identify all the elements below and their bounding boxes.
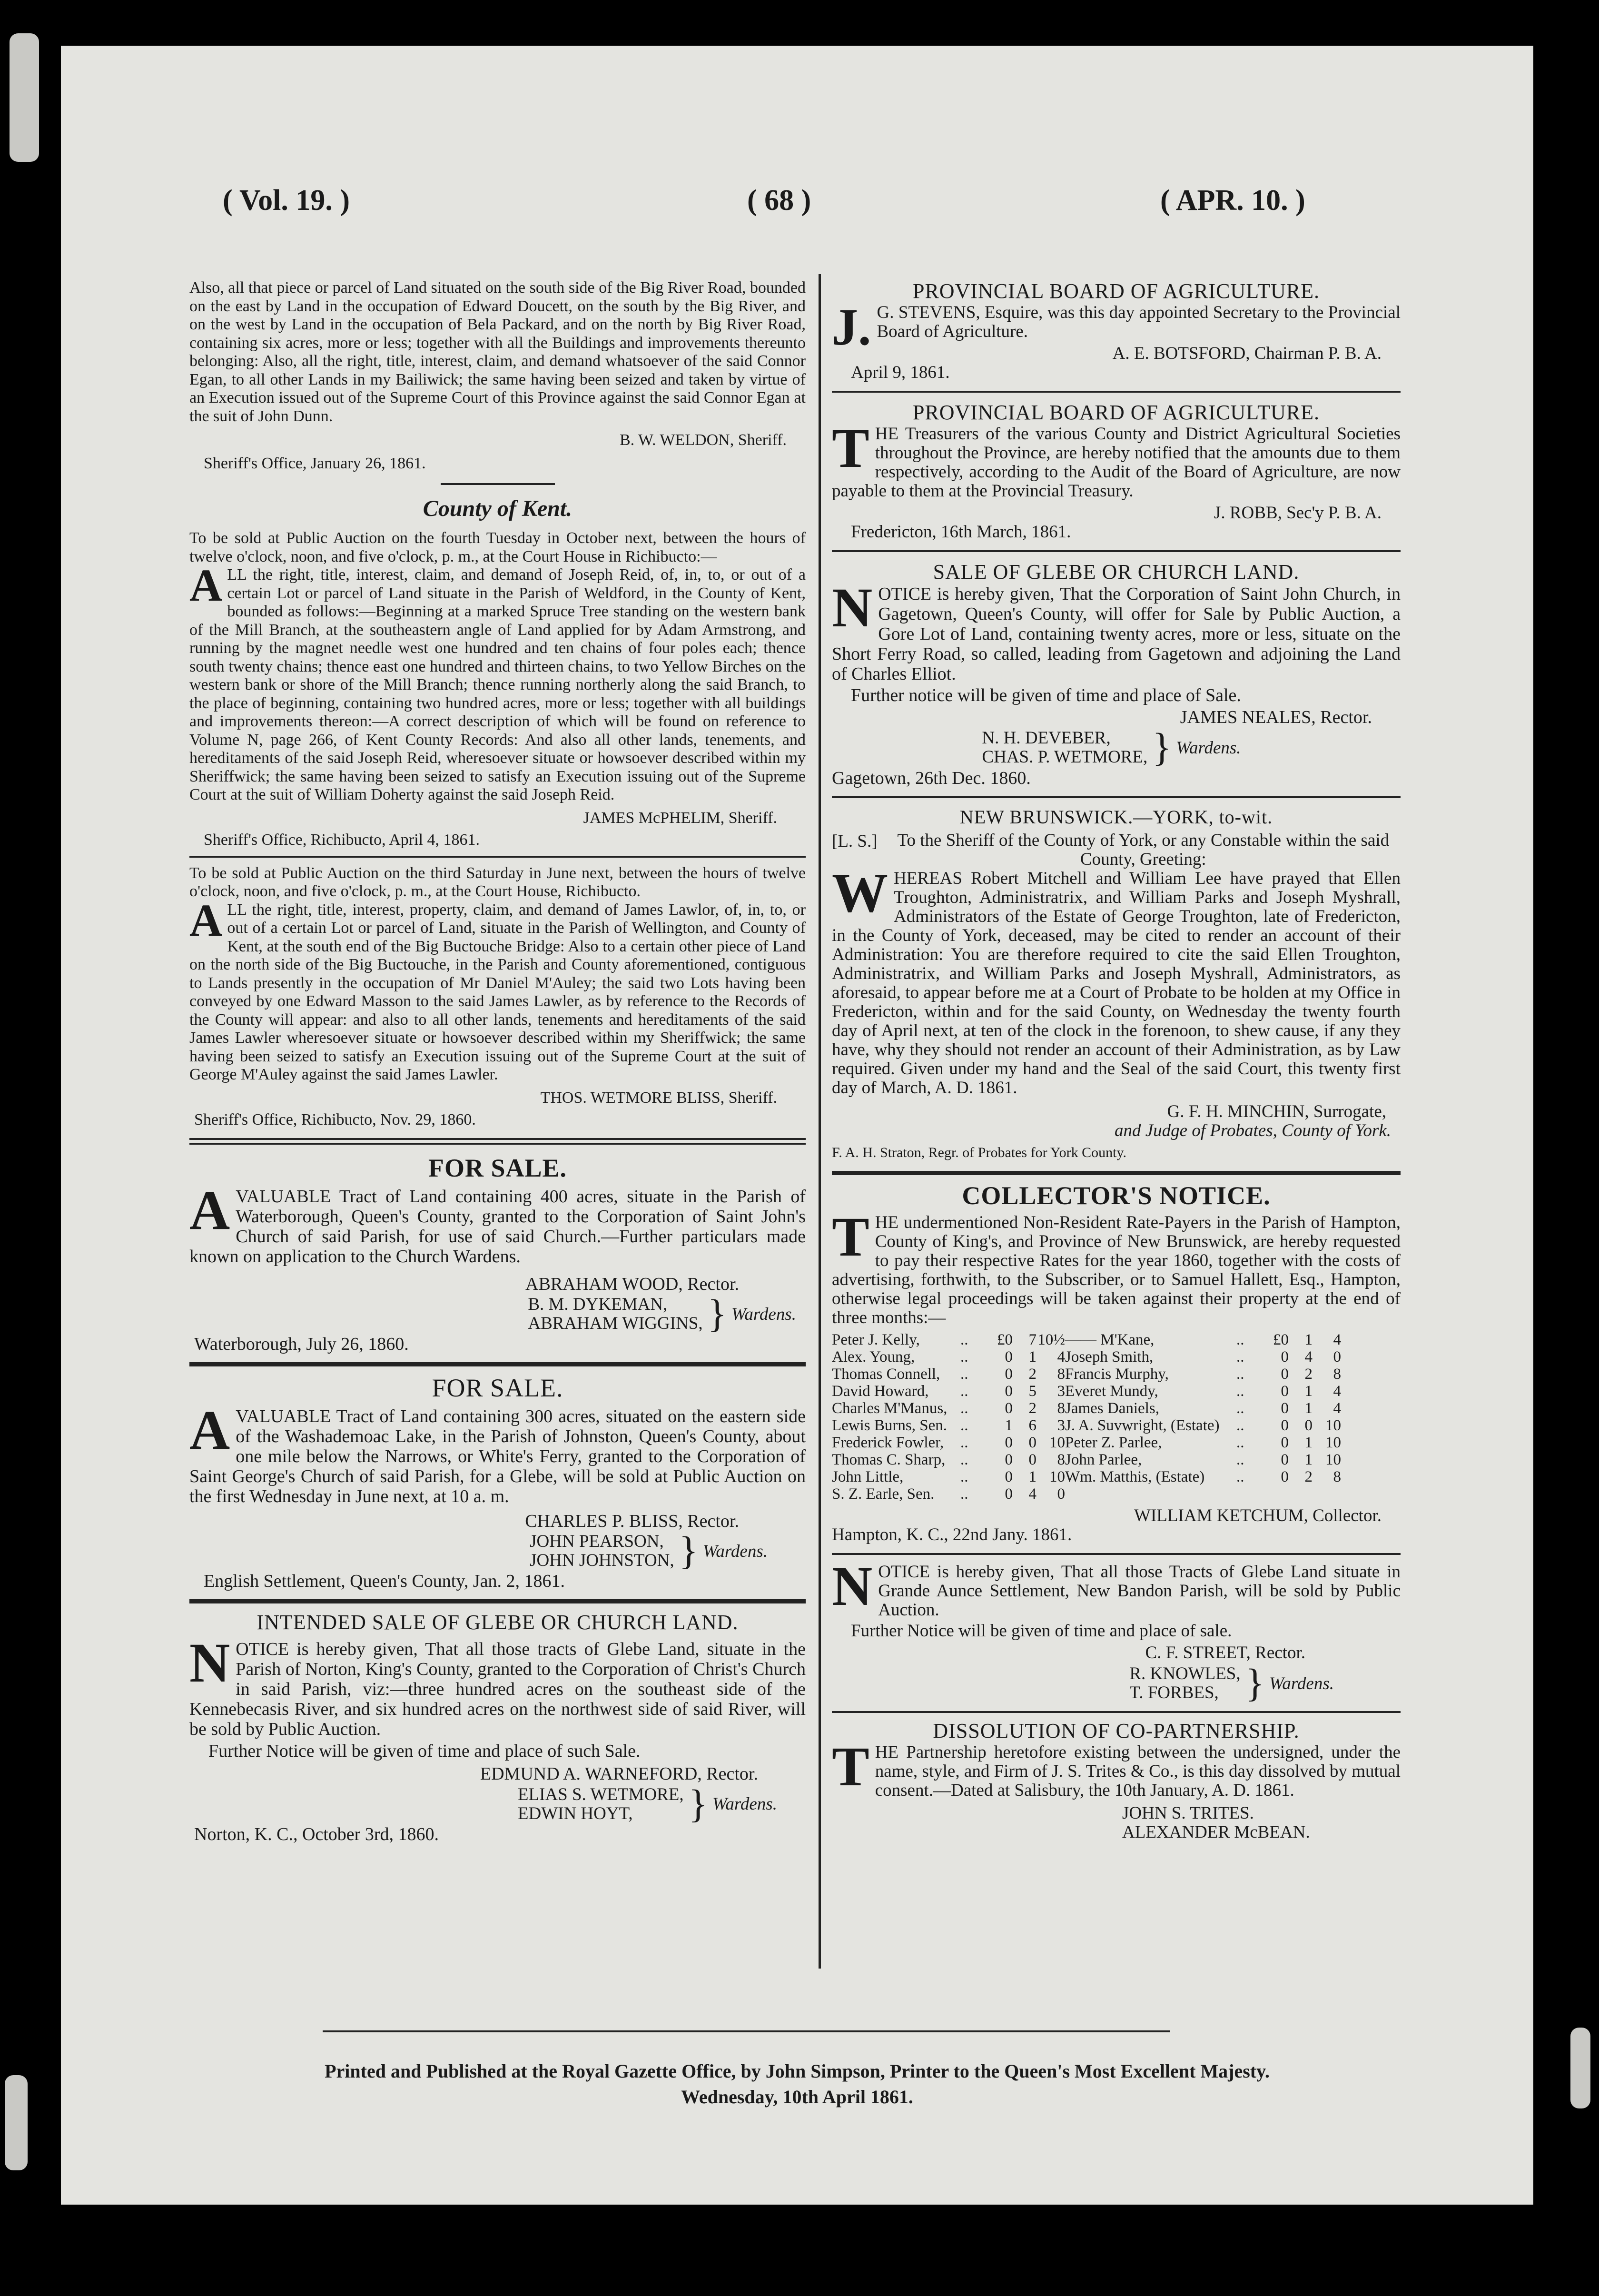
drop-cap: W bbox=[832, 861, 888, 924]
partner-signature: ALEXANDER McBEAN. bbox=[1122, 1822, 1310, 1842]
rate-amount: £0 bbox=[1273, 1331, 1289, 1348]
ratepayer-name: Peter Z. Parlee, bbox=[1065, 1434, 1162, 1451]
wardens-signature bbox=[832, 1661, 1334, 1705]
york-probate-citation bbox=[832, 806, 1401, 1162]
warden-name: CHAS. P. WETMORE, bbox=[982, 747, 1148, 767]
divider bbox=[832, 796, 1401, 798]
notice-body: OTICE is hereby given, That all those tracts of Glebe Land, situate in the Parish of Norton, King's County, granted to the Corporation of Christ's Church in said Parish, viz:—three hundred acres on the southeast side of the Kennebecasis River, and six hundred acres on the northwest side of said River, will be sold by Public Auction. bbox=[189, 1639, 806, 1739]
rate-amount: £0 bbox=[997, 1331, 1013, 1348]
rate-amount: 7 bbox=[1028, 1331, 1036, 1348]
leader-dots: .. bbox=[1236, 1400, 1244, 1417]
issue-date: ( APR. 10. ) bbox=[1160, 184, 1305, 217]
notice-body: HE Treasurers of the various County and District Agricultural Societies throughout the Province, are hereby notified that the amounts due to them respectively, according to the Audit of the Board of Agriculture, are now payable to them at the Provincial Treasury. bbox=[832, 424, 1401, 501]
wardens-signature bbox=[189, 1529, 768, 1573]
ratepayer-name bbox=[1065, 1485, 1236, 1503]
wardens-label: Wardens. bbox=[702, 1541, 768, 1561]
brace-glyph: } bbox=[679, 1529, 698, 1573]
ratepayer-name: John Little, bbox=[832, 1468, 904, 1485]
rate-amount: 10 bbox=[1049, 1468, 1065, 1485]
agriculture-notice-2 bbox=[832, 400, 1401, 542]
section-title: DISSOLUTION OF CO-PARTNERSHIP. bbox=[933, 1719, 1300, 1742]
rector-signature: C. F. STREET, Rector. bbox=[1145, 1643, 1305, 1663]
rate-amount: 1 bbox=[1304, 1331, 1313, 1348]
rate-amount: 1 bbox=[1304, 1383, 1313, 1400]
leader-dots: .. bbox=[960, 1400, 968, 1417]
leader-dots: .. bbox=[960, 1348, 968, 1366]
leader-dots: .. bbox=[1236, 1331, 1244, 1348]
rate-amount: 0 bbox=[1057, 1485, 1065, 1503]
brace-glyph: } bbox=[1245, 1661, 1264, 1705]
rate-amount: 0 bbox=[1005, 1485, 1013, 1503]
notice-date: English Settlement, Queen's County, Jan. 2, 1861. bbox=[204, 1571, 565, 1591]
rate-amount: 8 bbox=[1333, 1366, 1341, 1383]
drop-cap: T bbox=[832, 1735, 869, 1798]
leader-dots: .. bbox=[1236, 1451, 1244, 1468]
ratepayer-name: Alex. Young, bbox=[832, 1348, 915, 1366]
rector-signature: ABRAHAM WOOD, Rector. bbox=[525, 1274, 739, 1294]
brace-glyph: } bbox=[707, 1292, 727, 1336]
warden-name: B. M. DYKEMAN, bbox=[528, 1295, 668, 1314]
ratepayer-name: Joseph Smith, bbox=[1065, 1348, 1154, 1366]
leader-dots: .. bbox=[1236, 1417, 1244, 1434]
rate-amount: 2 bbox=[1304, 1468, 1313, 1485]
weldon-notice bbox=[189, 279, 806, 473]
ratepayer-name: Francis Murphy, bbox=[1065, 1366, 1169, 1383]
rate-amount: 4 bbox=[1028, 1485, 1036, 1503]
ratepayer-name: —— M'Kane, bbox=[1065, 1331, 1155, 1348]
rate-amount: 0 bbox=[1005, 1468, 1013, 1485]
warden-name: R. KNOWLES, bbox=[1129, 1664, 1241, 1683]
rate-amount: 0 bbox=[1005, 1400, 1013, 1417]
rate-amount: 0 bbox=[1281, 1366, 1289, 1383]
ratepayer-name: S. Z. Earle, Sen. bbox=[832, 1485, 935, 1503]
notice-date: Norton, K. C., October 3rd, 1860. bbox=[194, 1824, 439, 1844]
rate-amount: 0 bbox=[1028, 1434, 1036, 1451]
leader-dots: .. bbox=[960, 1434, 968, 1451]
rate-amount: 1 bbox=[1028, 1348, 1036, 1366]
notice-body: LL the right, title, interest, claim, and demand of Joseph Reid, of, in, to, or out of a certain Lot or parcel of Land situate in the Parish of Weldford, in the County of Kent, bounded as follows:—Beginning at a marked Spruce Tree standing on the western bank of the Mill Branch, at the southeastern angle of Land applied for by Adam Armstrong, and running by the magnet needle west one hundred and ten chains of four poles each; thence south twenty chains; thence east one hundred and thirteen chains, to two Yellow Birches on the western bank or shore of the Mill Branch; thence running northerly along the said Branch, to the place of beginning, containing two hundred acres, more or less; together with all buildings and improvements thereon:—A correct description of which will be found on reference to Volume N, page 266, of Kent County Records: And also all other lands, tenements, and hereditaments of the said Joseph Reid, wheresoever situate or howsoever described within my Sheriffwick; the same having been seized to satisfy an Execution issuing out of the Supreme Court at the suit of William Doherty against the said Joseph Reid. bbox=[189, 566, 806, 803]
rate-amount: 10 bbox=[1325, 1417, 1341, 1434]
collectors-notice bbox=[832, 1181, 1401, 1544]
rate-amount bbox=[1289, 1485, 1313, 1503]
wardens-signature bbox=[189, 1781, 777, 1826]
wardens-label: Wardens. bbox=[1269, 1673, 1334, 1693]
rector-signature: JAMES NEALES, Rector. bbox=[1180, 707, 1372, 727]
ratepayer-name: Peter J. Kelly, bbox=[832, 1331, 920, 1348]
footer-rule bbox=[323, 2030, 1170, 2032]
rate-amount: 0 bbox=[1333, 1348, 1341, 1366]
agriculture-notice-1 bbox=[832, 279, 1401, 382]
notice-body: OTICE is hereby given, That all those Tracts of Glebe Land situate in Grande Aunce Settlement, New Bandon Parish, will be sold by Public Auction. bbox=[878, 1562, 1401, 1620]
rate-amount: 3 bbox=[1057, 1383, 1065, 1400]
sheriff-signature: JAMES McPHELIM, Sheriff. bbox=[583, 809, 777, 827]
section-title: County of Kent. bbox=[423, 496, 572, 521]
rate-amount: 8 bbox=[1057, 1366, 1065, 1383]
section-title: FOR SALE. bbox=[428, 1153, 567, 1182]
drop-cap: J. bbox=[832, 298, 871, 356]
brace-glyph: } bbox=[1152, 725, 1172, 770]
rate-amount: 8 bbox=[1333, 1468, 1341, 1485]
notice-body: VALUABLE Tract of Land containing 400 acres, situate in the Parish of Waterborough, Queen's County, granted to the Corporation of Saint John's Church of said Parish, for use of said Church.—Further particulars made known on application to the Church Wardens. bbox=[189, 1186, 806, 1267]
warden-name: ELIAS S. WETMORE, bbox=[517, 1784, 684, 1804]
wardens-label: Wardens. bbox=[731, 1304, 796, 1324]
section-title: INTENDED SALE OF GLEBE OR CHURCH LAND. bbox=[257, 1610, 739, 1634]
rate-amount: 0 bbox=[1304, 1417, 1313, 1434]
leader-dots: .. bbox=[1236, 1468, 1244, 1485]
leader-dots: .. bbox=[960, 1366, 968, 1383]
rate-amount: 1 bbox=[1304, 1451, 1313, 1468]
brace-glyph: } bbox=[688, 1781, 708, 1826]
divider bbox=[832, 550, 1401, 552]
ratepayer-name: Everet Mundy, bbox=[1065, 1383, 1158, 1400]
page-number: ( 68 ) bbox=[747, 184, 811, 217]
scan-edge-mark bbox=[5, 2075, 28, 2170]
notice-body: LL the right, title, interest, property, claim, and demand of James Lawlor, of, in, to, or out of a certain Lot or parcel of Land, situate in the Parish of Wellington, and County of Kent, at the south end of the Big Buctouche Bridge: Also to a certain other piece of Land on the north side of the Big Buctouche, in the Parish and County aforementioned, contiguous to Lands presently in the occupation of Mr Daniel M'Auley; the said two Lots having been conveyed by one Edward Masson to the said James Lawler, as by reference to the Records of the County will appear: and also to all other lands, tenements and hereditaments of the said James Lawler wheresoever situate or howsoever described within my Sheriffwick; the same having been seized to satisfy an Execution issuing out of the Supreme Court at the suit of George M'Auley against the said James Lawler. bbox=[189, 901, 806, 1083]
notice-body: OTICE is hereby given, That the Corporation of Saint John Church, in Gagetown, Queen's County, will offer for Sale by Public Auction, a Gore Lot of Land, containing twenty acres, more or less, situate on the Short Ferry Road, so called, leading from Gagetown and adjoining the Land of Charles Elliot. bbox=[832, 584, 1401, 684]
notice-body: Also, all that piece or parcel of Land situated on the south side of the Big River Road, bounded on the east by Land in the occupation of Edward Doucett, on the south by the Big River, and on the west by Land in the occupation of Bela Packard, and on the north by Big River Road, containing six acres, more or less; together with all the Buildings and improvements thereunto belonging: Also, all the right, title, interest, claim, and demand whatsoever of the said Connor Egan, to all other Lands in my Bailiwick; the same having been seized and taken by virtue of an Execution issued out of the Supreme Court of this Province against the said Connor Egan at the suit of John Dunn. bbox=[189, 279, 806, 425]
divider bbox=[832, 1171, 1401, 1175]
drop-cap: N bbox=[832, 1555, 873, 1617]
rate-amount: 4 bbox=[1333, 1383, 1341, 1400]
notice-body: G. STEVENS, Esquire, was this day appointed Secretary to the Provincial Board of Agriculture. bbox=[877, 303, 1401, 341]
ratepayer-name: J. A. Suvwright, (Estate) bbox=[1065, 1417, 1220, 1434]
seal-label: [L. S.] bbox=[832, 831, 878, 851]
ratepayer-name: Charles M'Manus, bbox=[832, 1400, 948, 1417]
rector-signature: CHARLES P. BLISS, Rector. bbox=[525, 1511, 739, 1531]
wardens-label: Wardens. bbox=[1176, 738, 1241, 758]
gagetown-glebe-sale bbox=[832, 560, 1401, 788]
for-sale-waterborough bbox=[189, 1153, 806, 1354]
leader-dots: .. bbox=[1236, 1366, 1244, 1383]
rate-amount: 1 bbox=[1005, 1417, 1013, 1434]
section-title: NEW BRUNSWICK.—YORK, to-wit. bbox=[959, 806, 1273, 828]
leader-dots: .. bbox=[960, 1468, 968, 1485]
surrogate-title: and Judge of Probates, County of York. bbox=[1114, 1121, 1391, 1140]
column-divider bbox=[819, 274, 821, 1969]
wardens-signature bbox=[189, 1292, 796, 1336]
imprint-date: Wednesday, 10th April 1861. bbox=[681, 2086, 913, 2108]
rate-amount: 10 bbox=[1049, 1434, 1065, 1451]
divider bbox=[441, 483, 555, 485]
collector-signature: WILLIAM KETCHUM, Collector. bbox=[1134, 1506, 1382, 1525]
intended-glebe-sale bbox=[189, 1610, 806, 1844]
sheriff-signature: THOS. WETMORE BLISS, Sheriff. bbox=[540, 1089, 777, 1107]
chairman-signature: A. E. BOTSFORD, Chairman P. B. A. bbox=[1112, 344, 1382, 363]
right-column bbox=[832, 279, 1401, 1851]
leader-dots: .. bbox=[1236, 1434, 1244, 1451]
scan-edge-mark bbox=[10, 33, 39, 162]
partner-signature: JOHN S. TRITES. bbox=[1122, 1803, 1254, 1823]
drop-cap: N bbox=[189, 1631, 230, 1694]
notice-date: Fredericton, 16th March, 1861. bbox=[851, 522, 1071, 542]
rate-amount: 2 bbox=[1028, 1400, 1036, 1417]
rate-amount: 8 bbox=[1057, 1400, 1065, 1417]
ratepayers-table bbox=[832, 1331, 1401, 1503]
rate-amount: 4 bbox=[1333, 1400, 1341, 1417]
rate-amount: 2 bbox=[1028, 1366, 1036, 1383]
rate-amount: 5 bbox=[1028, 1383, 1036, 1400]
notice-date: Sheriff's Office, Richibucto, Nov. 29, 1860. bbox=[194, 1111, 476, 1128]
drop-cap: T bbox=[832, 1206, 869, 1268]
ratepayer-name: Frederick Fowler, bbox=[832, 1434, 944, 1451]
divider bbox=[189, 1599, 806, 1603]
drop-cap: A bbox=[189, 1398, 230, 1461]
notice-date: Sheriff's Office, Richibucto, April 4, 1861. bbox=[204, 831, 480, 849]
wardens-label: Wardens. bbox=[712, 1794, 777, 1814]
auction-intro: To be sold at Public Auction on the third Saturday in June next, between the hours of twelve o'clock, noon, and five o'clock, p. m., at the Court House, Richibucto. bbox=[189, 864, 806, 900]
notice-date: Gagetown, 26th Dec. 1860. bbox=[832, 768, 1031, 788]
notice-date: Waterborough, July 26, 1860. bbox=[194, 1334, 409, 1354]
rate-amount: 0 bbox=[1281, 1383, 1289, 1400]
leader-dots: .. bbox=[1236, 1348, 1244, 1366]
dissolution-notice bbox=[832, 1719, 1401, 1842]
rate-amount: 0 bbox=[1005, 1348, 1013, 1366]
rate-amount: 0 bbox=[1005, 1383, 1013, 1400]
leader-dots bbox=[1236, 1485, 1265, 1503]
registrar-line: F. A. H. Straton, Regr. of Probates for York County. bbox=[832, 1145, 1126, 1160]
left-column bbox=[189, 279, 806, 1852]
leader-dots: .. bbox=[960, 1383, 968, 1400]
section-title: PROVINCIAL BOARD OF AGRICULTURE. bbox=[912, 401, 1320, 424]
rate-amount: 0 bbox=[1281, 1400, 1289, 1417]
rate-amount: 10 bbox=[1325, 1434, 1341, 1451]
rate-amount: 0 bbox=[1281, 1417, 1289, 1434]
ratepayer-name: James Daniels, bbox=[1065, 1400, 1159, 1417]
ratepayer-name: Thomas C. Sharp, bbox=[832, 1451, 946, 1468]
divider bbox=[832, 391, 1401, 393]
notice-date: April 9, 1861. bbox=[851, 363, 950, 382]
citation-address: To the Sheriff of the County of York, or any Constable within the said County, Greeting: bbox=[897, 831, 1390, 869]
warden-name: ABRAHAM WIGGINS, bbox=[528, 1314, 703, 1333]
leader-dots: .. bbox=[1236, 1383, 1244, 1400]
newspaper-page bbox=[61, 46, 1533, 2205]
further-notice: Further Notice will be given of time and place of such Sale. bbox=[208, 1741, 641, 1761]
notice-body: VALUABLE Tract of Land containing 300 acres, situated on the eastern side of the Washademoac Lake, in the Parish of Johnston, Queen's County, about one mile below the Narrows, or White's Ferry, granted to the Corporation of Saint George's Church of said Parish, for a Glebe, will be sold at Public Auction on the first Wednesday in June next, at 10 a. m. bbox=[189, 1406, 806, 1506]
rate-amount bbox=[1265, 1485, 1289, 1503]
rate-amount: 4 bbox=[1333, 1331, 1341, 1348]
rate-amount: 8 bbox=[1057, 1451, 1065, 1468]
further-notice: Further Notice will be given of time and place of sale. bbox=[851, 1621, 1232, 1641]
drop-cap: A bbox=[189, 560, 223, 611]
divider bbox=[189, 1138, 806, 1145]
grande-aunce-glebe-sale bbox=[832, 1555, 1401, 1705]
auction-intro: To be sold at Public Auction on the fourth Tuesday in October next, between the hours of twelve o'clock, noon, and five o'clock, p. m., at the Court House in Richibucto:— bbox=[189, 529, 806, 565]
notice-body: HE undermentioned Non-Resident Rate-Payers in the Parish of Hampton, County of King's, and Province of New Brunswick, are hereby requested to pay their respective Rates for the year 1860, together with the costs of advertising, forthwith, to the Subscriber, or to Samuel Hallett, Esq., Hampton, otherwise legal proceedings will be taken against their property at the end of three months:— bbox=[832, 1213, 1401, 1327]
rate-amount: 4 bbox=[1057, 1348, 1065, 1366]
divider bbox=[832, 1553, 1401, 1555]
wardens-signature bbox=[832, 725, 1391, 770]
rate-amount: 0 bbox=[1005, 1434, 1013, 1451]
rate-amount: 3 bbox=[1057, 1417, 1065, 1434]
leader-dots: .. bbox=[960, 1417, 968, 1434]
rate-amount: 1 bbox=[1304, 1434, 1313, 1451]
warden-name: N. H. DEVEBER, bbox=[982, 728, 1111, 748]
warden-name: EDWIN HOYT, bbox=[517, 1803, 633, 1823]
notice-body: HEREAS Robert Mitchell and William Lee have prayed that Ellen Troughton, Administratrix, and William Parks and Joseph Myshrall, Administrators of the Estate of George Troughton, late of Fredericton, in the County of York, deceased, may be cited to render an account of their Administration: You are therefore required to cite the said Ellen Troughton, Administratrix, and William Parks and Joseph Myshrall, Administrators, as aforesaid, to appear before me at a Court of Probate to be holden at my Office in Fredericton, within and for the said County, on Wednesday the twenty fourth day of April next, at ten of the clock in the forenoon, to shew cause, if any they have, why they should not render an account of their Administration, as by Law required. Given under my hand and the Seal of the said Court, this twenty first day of March, A. D. 1861. bbox=[832, 869, 1401, 1098]
rate-amount: 0 bbox=[1281, 1434, 1289, 1451]
notice-date: Sheriff's Office, January 26, 1861. bbox=[204, 454, 426, 472]
rate-amount: 6 bbox=[1028, 1417, 1036, 1434]
drop-cap: A bbox=[189, 1178, 230, 1241]
rate-amount bbox=[1313, 1485, 1341, 1503]
sheriff-signature: B. W. WELDON, Sheriff. bbox=[619, 431, 787, 449]
section-title: SALE OF GLEBE OR CHURCH LAND. bbox=[933, 560, 1300, 584]
kent-notices bbox=[189, 495, 806, 1129]
rate-amount: 0 bbox=[1281, 1451, 1289, 1468]
imprint-line: Printed and Published at the Royal Gazette Office, by John Simpson, Printer to the Queen's Most Excellent Majesty. bbox=[325, 2060, 1270, 2082]
rector-signature: EDMUND A. WARNEFORD, Rector. bbox=[480, 1764, 758, 1784]
warden-name: JOHN PEARSON, bbox=[530, 1532, 664, 1551]
drop-cap: N bbox=[832, 576, 873, 639]
warden-name: T. FORBES, bbox=[1129, 1683, 1219, 1702]
rate-amount: 1 bbox=[1028, 1468, 1036, 1485]
secretary-signature: J. ROBB, Sec'y P. B. A. bbox=[1214, 503, 1382, 523]
rate-amount: 4 bbox=[1304, 1348, 1313, 1366]
ratepayer-name: Lewis Burns, Sen. bbox=[832, 1417, 947, 1434]
ratepayer-name: Thomas Connell, bbox=[832, 1366, 940, 1383]
notice-body: HE Partnership heretofore existing between the undersigned, under the name, style, and Firm of J. S. Trites & Co., is this day dissolved by mutual consent.—Dated at Salisbury, the 10th January, A. D. 1861. bbox=[875, 1742, 1401, 1800]
drop-cap: A bbox=[189, 894, 223, 946]
notice-date: Hampton, K. C., 22nd Jany. 1861. bbox=[832, 1525, 1072, 1544]
warden-name: JOHN JOHNSTON, bbox=[530, 1551, 674, 1570]
rate-amount: 10 bbox=[1325, 1451, 1341, 1468]
ratepayer-name: John Parlee, bbox=[1065, 1451, 1142, 1468]
rate-amount: 2 bbox=[1304, 1366, 1313, 1383]
surrogate-signature: G. F. H. MINCHIN, Surrogate, bbox=[1167, 1102, 1386, 1121]
divider bbox=[189, 856, 806, 858]
rate-amount: 0 bbox=[1281, 1468, 1289, 1485]
rate-amount: 0 bbox=[1005, 1366, 1013, 1383]
further-notice: Further notice will be given of time and place of Sale. bbox=[851, 685, 1241, 705]
leader-dots: .. bbox=[960, 1485, 968, 1503]
rate-amount: 0 bbox=[1281, 1348, 1289, 1366]
divider bbox=[832, 1711, 1401, 1713]
scan-edge-mark bbox=[1570, 2028, 1590, 2108]
drop-cap: T bbox=[832, 417, 869, 479]
rate-amount: 1 bbox=[1304, 1400, 1313, 1417]
volume-label: ( Vol. 19. ) bbox=[223, 184, 350, 217]
rate-amount: 0 bbox=[1028, 1451, 1036, 1468]
leader-dots: .. bbox=[960, 1451, 968, 1468]
rate-amount: 10½ bbox=[1037, 1331, 1065, 1348]
ratepayer-name: David Howard, bbox=[832, 1383, 929, 1400]
rate-amount: 0 bbox=[1005, 1451, 1013, 1468]
section-title: PROVINCIAL BOARD OF AGRICULTURE. bbox=[912, 279, 1320, 303]
divider bbox=[189, 1362, 806, 1366]
section-title: COLLECTOR'S NOTICE. bbox=[962, 1181, 1271, 1210]
for-sale-johnston bbox=[189, 1373, 806, 1591]
section-title: FOR SALE. bbox=[432, 1373, 563, 1402]
ratepayer-name: Wm. Matthis, (Estate) bbox=[1065, 1468, 1205, 1485]
leader-dots: .. bbox=[960, 1331, 968, 1348]
